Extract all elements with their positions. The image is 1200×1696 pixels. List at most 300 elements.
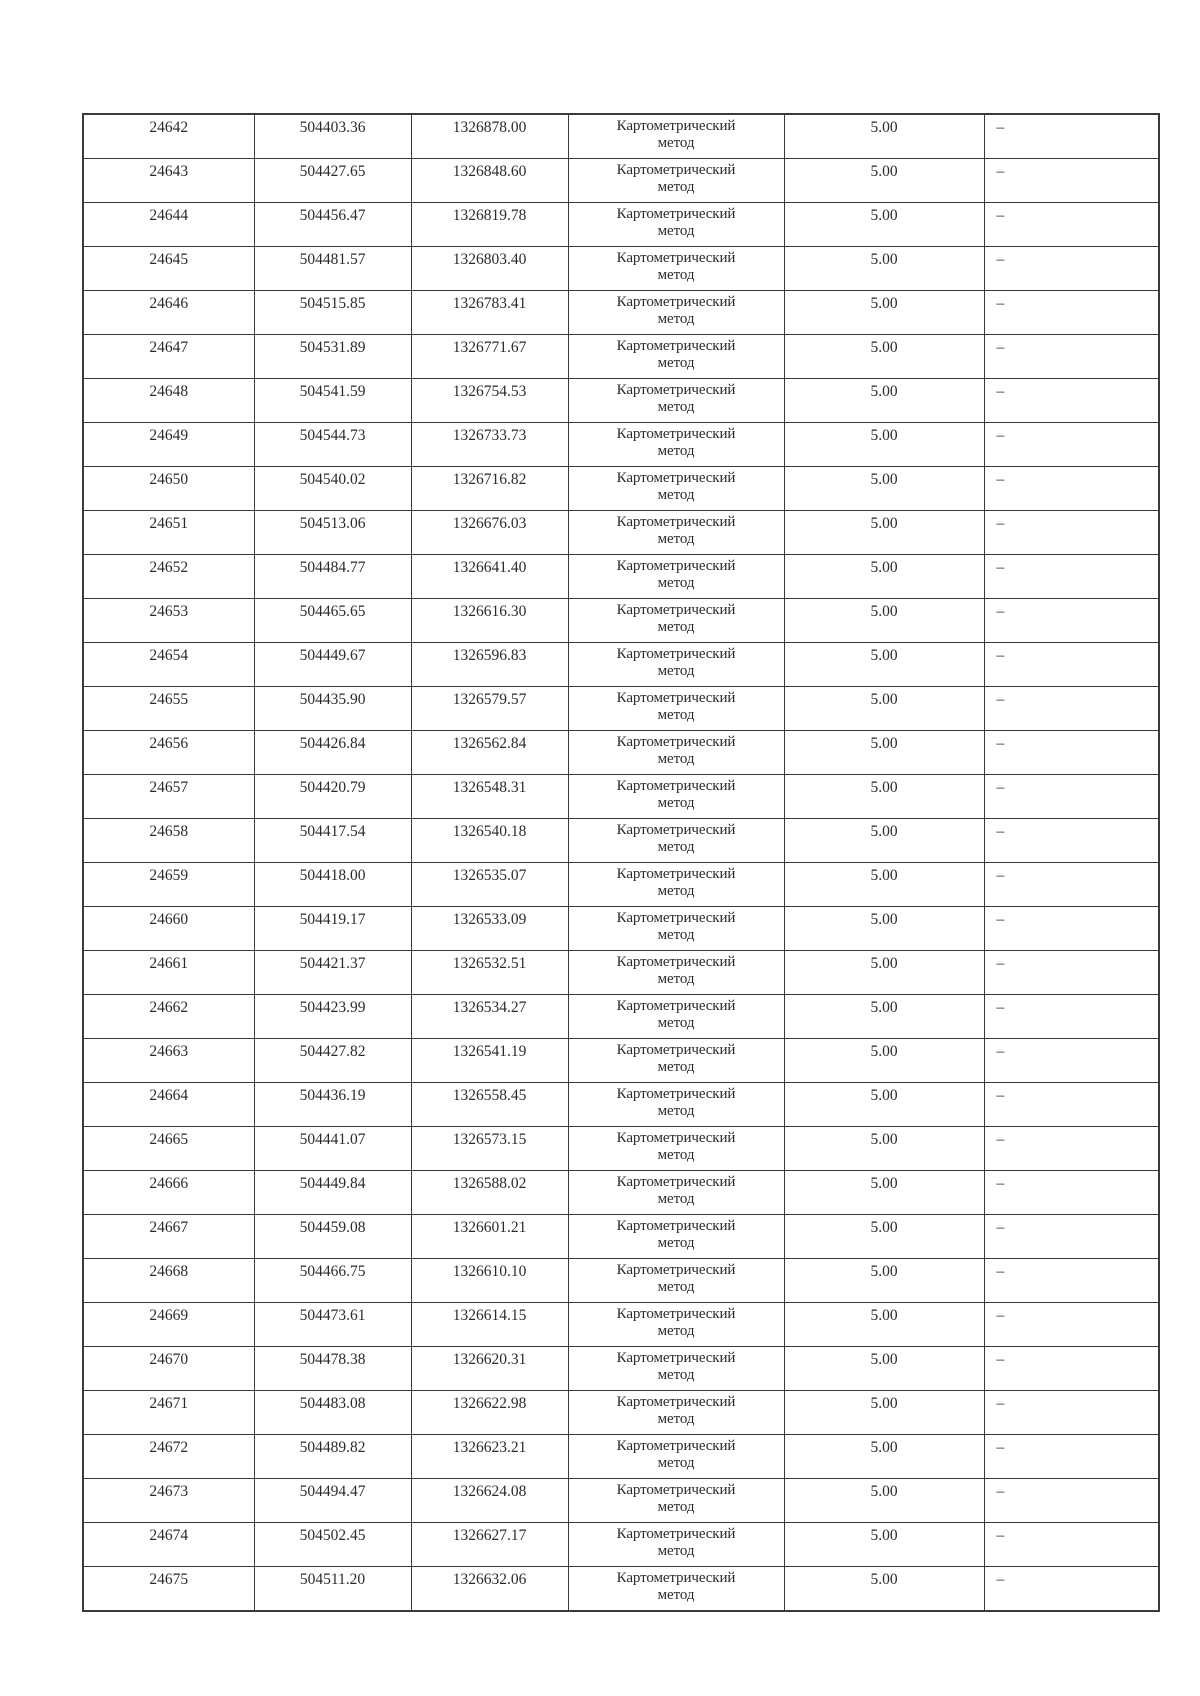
method-line-2: метод [657,1542,695,1559]
method-line-2: метод [657,1278,695,1295]
description-cell: – [984,335,1159,379]
description-cell: – [984,687,1159,731]
x-coordinate-cell: 504423.99 [254,995,411,1039]
table-row [83,555,1159,599]
method-line-2: метод [657,662,695,679]
point-number-cell: 24670 [83,1347,254,1391]
description-cell: – [984,1083,1159,1127]
accuracy-cell: 5.00 [784,203,984,247]
description-cell: – [984,114,1159,159]
method-line-2: метод [657,1410,695,1427]
y-coordinate-cell: 1326614.15 [411,1303,568,1347]
method-cell [568,1083,784,1127]
accuracy-cell: 5.00 [784,687,984,731]
method-line-1: Картометрический [616,470,736,486]
method-cell [568,643,784,687]
y-coordinate-cell: 1326533.09 [411,907,568,951]
method-line-1: Картометрический [616,1262,736,1278]
point-number-cell: 24645 [83,247,254,291]
method-line-2: метод [657,134,695,151]
x-coordinate-cell: 504489.82 [254,1435,411,1479]
description-cell: – [984,247,1159,291]
method-line-1: Картометрический [616,118,736,134]
table-row [83,291,1159,335]
x-coordinate-cell: 504441.07 [254,1127,411,1171]
method-line-2: метод [657,1454,695,1471]
y-coordinate-cell: 1326620.31 [411,1347,568,1391]
method-cell [568,1435,784,1479]
point-number-cell: 24662 [83,995,254,1039]
point-number-cell: 24672 [83,1435,254,1479]
point-number-cell: 24651 [83,511,254,555]
accuracy-cell: 5.00 [784,599,984,643]
y-coordinate-cell: 1326610.10 [411,1259,568,1303]
method-cell [568,1523,784,1567]
x-coordinate-cell: 504436.19 [254,1083,411,1127]
point-number-cell: 24669 [83,1303,254,1347]
x-coordinate-cell: 504426.84 [254,731,411,775]
accuracy-cell: 5.00 [784,1567,984,1612]
table-row [83,1259,1159,1303]
accuracy-cell: 5.00 [784,1523,984,1567]
method-line-1: Картометрический [616,1086,736,1102]
method-cell [568,203,784,247]
y-coordinate-cell: 1326624.08 [411,1479,568,1523]
point-number-cell: 24668 [83,1259,254,1303]
method-line-2: метод [657,838,695,855]
description-cell: – [984,775,1159,819]
y-coordinate-cell: 1326548.31 [411,775,568,819]
point-number-cell: 24650 [83,467,254,511]
table-row [83,1523,1159,1567]
description-cell: – [984,511,1159,555]
y-coordinate-cell: 1326541.19 [411,1039,568,1083]
accuracy-cell: 5.00 [784,1039,984,1083]
x-coordinate-cell: 504427.65 [254,159,411,203]
table-row [83,1171,1159,1215]
description-cell: – [984,731,1159,775]
method-line-2: метод [657,618,695,635]
method-line-2: метод [657,442,695,459]
y-coordinate-cell: 1326601.21 [411,1215,568,1259]
description-cell: – [984,1567,1159,1612]
method-cell [568,1215,784,1259]
x-coordinate-cell: 504483.08 [254,1391,411,1435]
table-row [83,819,1159,863]
method-cell [568,863,784,907]
method-line-2: метод [657,1498,695,1515]
accuracy-cell: 5.00 [784,863,984,907]
table-row [83,335,1159,379]
accuracy-cell: 5.00 [784,511,984,555]
x-coordinate-cell: 504418.00 [254,863,411,907]
table-row [83,203,1159,247]
method-cell [568,687,784,731]
description-cell: – [984,951,1159,995]
accuracy-cell: 5.00 [784,951,984,995]
point-number-cell: 24665 [83,1127,254,1171]
table-row [83,467,1159,511]
method-line-2: метод [657,354,695,371]
method-line-1: Картометрический [616,558,736,574]
method-line-1: Картометрический [616,382,736,398]
description-cell: – [984,995,1159,1039]
method-cell [568,1479,784,1523]
x-coordinate-cell: 504502.45 [254,1523,411,1567]
description-cell: – [984,863,1159,907]
table-body [83,114,1159,1611]
x-coordinate-cell: 504465.65 [254,599,411,643]
description-cell: – [984,423,1159,467]
y-coordinate-cell: 1326632.06 [411,1567,568,1612]
x-coordinate-cell: 504427.82 [254,1039,411,1083]
point-number-cell: 24673 [83,1479,254,1523]
method-cell [568,511,784,555]
accuracy-cell: 5.00 [784,907,984,951]
method-line-2: метод [657,310,695,327]
y-coordinate-cell: 1326733.73 [411,423,568,467]
table-row [83,863,1159,907]
table-row [83,1039,1159,1083]
description-cell: – [984,599,1159,643]
description-cell: – [984,819,1159,863]
accuracy-cell: 5.00 [784,423,984,467]
table-row [83,907,1159,951]
table-row [83,1347,1159,1391]
table-row [83,1479,1159,1523]
method-cell [568,1039,784,1083]
y-coordinate-cell: 1326819.78 [411,203,568,247]
accuracy-cell: 5.00 [784,1347,984,1391]
method-cell [568,1303,784,1347]
x-coordinate-cell: 504459.08 [254,1215,411,1259]
y-coordinate-cell: 1326716.82 [411,467,568,511]
method-line-1: Картометрический [616,206,736,222]
accuracy-cell: 5.00 [784,1303,984,1347]
x-coordinate-cell: 504541.59 [254,379,411,423]
table-row [83,159,1159,203]
point-number-cell: 24667 [83,1215,254,1259]
x-coordinate-cell: 504435.90 [254,687,411,731]
method-cell [568,247,784,291]
x-coordinate-cell: 504421.37 [254,951,411,995]
description-cell: – [984,379,1159,423]
accuracy-cell: 5.00 [784,1391,984,1435]
method-cell [568,335,784,379]
method-line-1: Картометрический [616,822,736,838]
y-coordinate-cell: 1326783.41 [411,291,568,335]
accuracy-cell: 5.00 [784,643,984,687]
description-cell: – [984,555,1159,599]
accuracy-cell: 5.00 [784,1127,984,1171]
method-cell [568,951,784,995]
table-row [83,599,1159,643]
point-number-cell: 24661 [83,951,254,995]
point-number-cell: 24663 [83,1039,254,1083]
method-line-2: метод [657,574,695,591]
table-row [83,643,1159,687]
accuracy-cell: 5.00 [784,819,984,863]
point-number-cell: 24644 [83,203,254,247]
x-coordinate-cell: 504419.17 [254,907,411,951]
y-coordinate-cell: 1326641.40 [411,555,568,599]
table-row [83,423,1159,467]
accuracy-cell: 5.00 [784,1171,984,1215]
y-coordinate-cell: 1326588.02 [411,1171,568,1215]
description-cell: – [984,1039,1159,1083]
accuracy-cell: 5.00 [784,1435,984,1479]
table-row [83,1435,1159,1479]
point-number-cell: 24643 [83,159,254,203]
method-line-1: Картометрический [616,646,736,662]
accuracy-cell: 5.00 [784,731,984,775]
x-coordinate-cell: 504494.47 [254,1479,411,1523]
method-cell [568,467,784,511]
method-line-1: Картометрический [616,1174,736,1190]
y-coordinate-cell: 1326627.17 [411,1523,568,1567]
method-cell [568,1391,784,1435]
x-coordinate-cell: 504515.85 [254,291,411,335]
y-coordinate-cell: 1326803.40 [411,247,568,291]
accuracy-cell: 5.00 [784,335,984,379]
method-line-1: Картометрический [616,778,736,794]
accuracy-cell: 5.00 [784,1479,984,1523]
description-cell: – [984,1479,1159,1523]
description-cell: – [984,203,1159,247]
table-row [83,1303,1159,1347]
y-coordinate-cell: 1326558.45 [411,1083,568,1127]
method-line-1: Картометрический [616,162,736,178]
y-coordinate-cell: 1326573.15 [411,1127,568,1171]
method-line-2: метод [657,398,695,415]
method-line-2: метод [657,750,695,767]
point-number-cell: 24656 [83,731,254,775]
y-coordinate-cell: 1326579.57 [411,687,568,731]
table-row [83,1567,1159,1612]
description-cell: – [984,1435,1159,1479]
method-line-2: метод [657,1366,695,1383]
method-cell [568,1127,784,1171]
y-coordinate-cell: 1326848.60 [411,159,568,203]
method-line-1: Картометрический [616,1042,736,1058]
table-row [83,247,1159,291]
method-line-2: метод [657,1190,695,1207]
y-coordinate-cell: 1326534.27 [411,995,568,1039]
description-cell: – [984,1303,1159,1347]
y-coordinate-cell: 1326622.98 [411,1391,568,1435]
accuracy-cell: 5.00 [784,291,984,335]
table-row [83,775,1159,819]
x-coordinate-cell: 504484.77 [254,555,411,599]
method-line-1: Картометрический [616,1394,736,1410]
x-coordinate-cell: 504449.84 [254,1171,411,1215]
accuracy-cell: 5.00 [784,114,984,159]
method-line-2: метод [657,530,695,547]
table-row [83,1083,1159,1127]
accuracy-cell: 5.00 [784,247,984,291]
method-cell [568,114,784,159]
method-line-1: Картометрический [616,250,736,266]
point-number-cell: 24657 [83,775,254,819]
method-line-1: Картометрический [616,866,736,882]
method-line-1: Картометрический [616,690,736,706]
table-row [83,379,1159,423]
description-cell: – [984,159,1159,203]
table-row [83,951,1159,995]
y-coordinate-cell: 1326616.30 [411,599,568,643]
method-line-1: Картометрический [616,734,736,750]
point-number-cell: 24653 [83,599,254,643]
method-line-1: Картометрический [616,1130,736,1146]
point-number-cell: 24642 [83,114,254,159]
point-number-cell: 24660 [83,907,254,951]
description-cell: – [984,291,1159,335]
accuracy-cell: 5.00 [784,1215,984,1259]
accuracy-cell: 5.00 [784,467,984,511]
description-cell: – [984,907,1159,951]
method-line-1: Картометрический [616,426,736,442]
x-coordinate-cell: 504449.67 [254,643,411,687]
x-coordinate-cell: 504417.54 [254,819,411,863]
method-line-1: Картометрический [616,1350,736,1366]
description-cell: – [984,1523,1159,1567]
table-row [83,1391,1159,1435]
method-line-2: метод [657,794,695,811]
method-line-1: Картометрический [616,602,736,618]
y-coordinate-cell: 1326532.51 [411,951,568,995]
table-row [83,511,1159,555]
x-coordinate-cell: 504481.57 [254,247,411,291]
point-number-cell: 24646 [83,291,254,335]
description-cell: – [984,1259,1159,1303]
x-coordinate-cell: 504478.38 [254,1347,411,1391]
table-row [83,1127,1159,1171]
point-number-cell: 24647 [83,335,254,379]
point-number-cell: 24675 [83,1567,254,1612]
x-coordinate-cell: 504531.89 [254,335,411,379]
y-coordinate-cell: 1326535.07 [411,863,568,907]
method-line-2: метод [657,178,695,195]
method-line-2: метод [657,266,695,283]
point-number-cell: 24664 [83,1083,254,1127]
x-coordinate-cell: 504544.73 [254,423,411,467]
x-coordinate-cell: 504513.06 [254,511,411,555]
method-line-2: метод [657,882,695,899]
method-cell [568,379,784,423]
method-cell [568,995,784,1039]
method-cell [568,907,784,951]
accuracy-cell: 5.00 [784,1259,984,1303]
y-coordinate-cell: 1326562.84 [411,731,568,775]
table-row [83,1215,1159,1259]
point-number-cell: 24648 [83,379,254,423]
method-cell [568,819,784,863]
method-line-1: Картометрический [616,1482,736,1498]
method-line-1: Картометрический [616,910,736,926]
method-line-2: метод [657,1234,695,1251]
method-line-1: Картометрический [616,338,736,354]
y-coordinate-cell: 1326596.83 [411,643,568,687]
method-cell [568,1567,784,1612]
method-cell [568,159,784,203]
table-row [83,731,1159,775]
method-cell [568,1347,784,1391]
table-row [83,687,1159,731]
point-number-cell: 24652 [83,555,254,599]
accuracy-cell: 5.00 [784,775,984,819]
method-line-1: Картометрический [616,1526,736,1542]
y-coordinate-cell: 1326676.03 [411,511,568,555]
method-cell [568,555,784,599]
method-line-2: метод [657,1058,695,1075]
method-line-2: метод [657,706,695,723]
accuracy-cell: 5.00 [784,995,984,1039]
method-line-2: метод [657,926,695,943]
method-line-1: Картометрический [616,294,736,310]
description-cell: – [984,1127,1159,1171]
method-cell [568,599,784,643]
method-line-1: Картометрический [616,1218,736,1234]
method-line-2: метод [657,970,695,987]
description-cell: – [984,1391,1159,1435]
method-line-2: метод [657,1322,695,1339]
method-line-1: Картометрический [616,954,736,970]
accuracy-cell: 5.00 [784,1083,984,1127]
y-coordinate-cell: 1326623.21 [411,1435,568,1479]
description-cell: – [984,467,1159,511]
method-line-1: Картометрический [616,514,736,530]
x-coordinate-cell: 504456.47 [254,203,411,247]
accuracy-cell: 5.00 [784,555,984,599]
point-number-cell: 24674 [83,1523,254,1567]
method-line-1: Картометрический [616,1438,736,1454]
method-line-2: метод [657,1102,695,1119]
point-number-cell: 24659 [83,863,254,907]
accuracy-cell: 5.00 [784,379,984,423]
point-number-cell: 24649 [83,423,254,467]
method-line-2: метод [657,1586,695,1603]
table-row [83,114,1159,159]
point-number-cell: 24654 [83,643,254,687]
y-coordinate-cell: 1326878.00 [411,114,568,159]
accuracy-cell: 5.00 [784,159,984,203]
coordinates-table [82,113,1160,1612]
point-number-cell: 24666 [83,1171,254,1215]
x-coordinate-cell: 504466.75 [254,1259,411,1303]
method-line-1: Картометрический [616,1570,736,1586]
y-coordinate-cell: 1326754.53 [411,379,568,423]
method-cell [568,731,784,775]
description-cell: – [984,1215,1159,1259]
x-coordinate-cell: 504540.02 [254,467,411,511]
description-cell: – [984,1171,1159,1215]
method-cell [568,775,784,819]
y-coordinate-cell: 1326771.67 [411,335,568,379]
method-line-2: метод [657,486,695,503]
table-row [83,995,1159,1039]
point-number-cell: 24655 [83,687,254,731]
method-line-2: метод [657,1014,695,1031]
method-cell [568,291,784,335]
method-cell [568,1259,784,1303]
x-coordinate-cell: 504511.20 [254,1567,411,1612]
method-cell [568,1171,784,1215]
method-line-2: метод [657,222,695,239]
method-line-1: Картометрический [616,1306,736,1322]
description-cell: – [984,1347,1159,1391]
point-number-cell: 24658 [83,819,254,863]
y-coordinate-cell: 1326540.18 [411,819,568,863]
